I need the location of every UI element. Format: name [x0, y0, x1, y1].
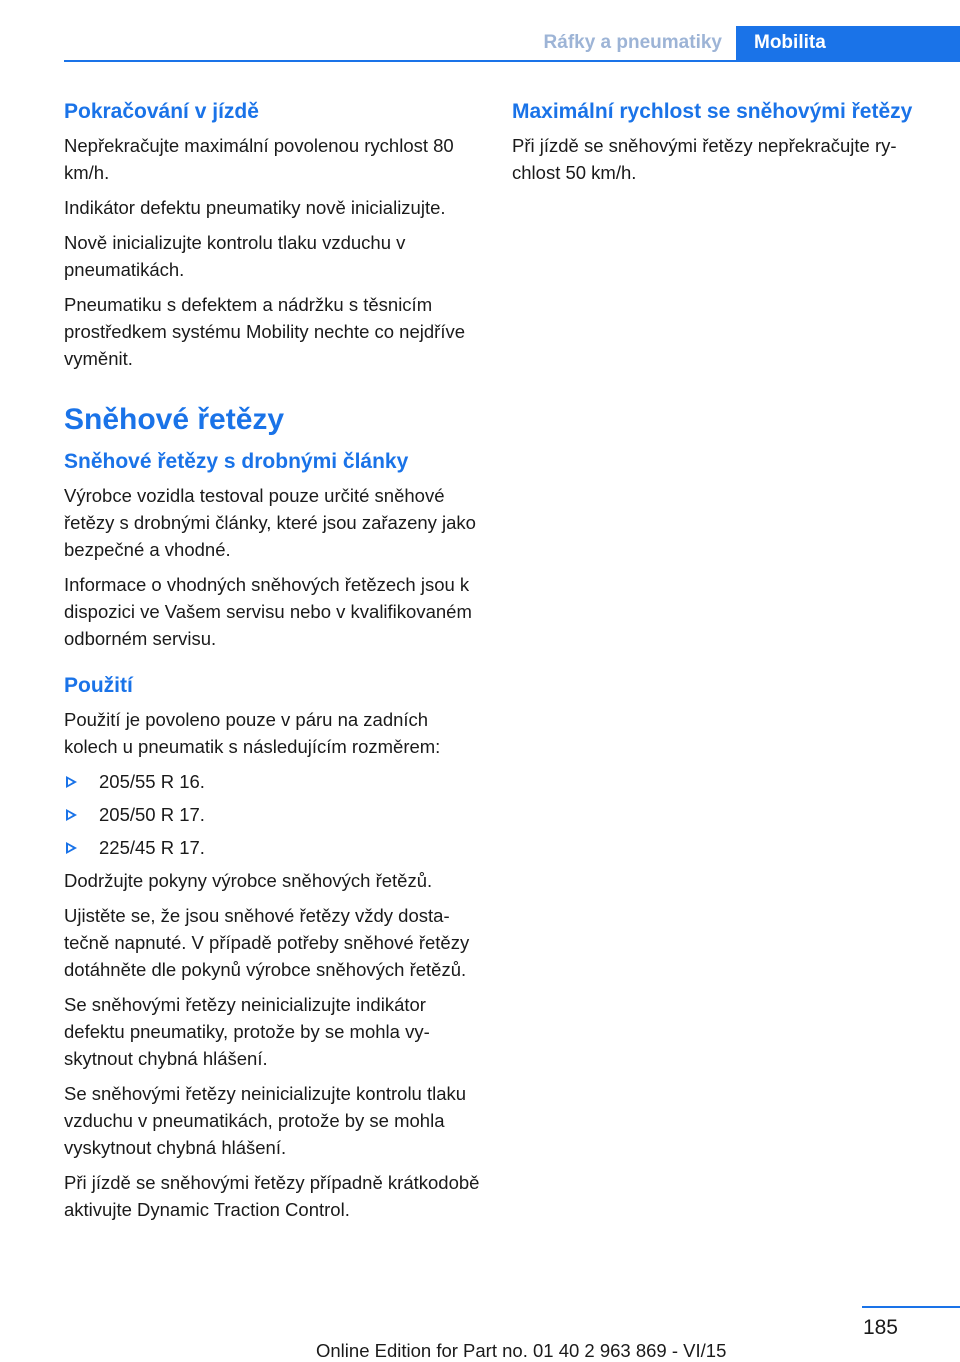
spacer — [64, 660, 482, 674]
left-column — [64, 100, 482, 1231]
usage-intro: Použití je povoleno pouze v páru na zadních kolech u pneumatik s následujícím rozměrem: — [64, 709, 441, 757]
list-item — [64, 768, 482, 795]
continue-paragraph: Nově inicializujte kontrolu tlaku vzduchu v pneumatikách. — [64, 232, 406, 280]
max-speed-heading: Maximální rychlost se sněhovými řetězy — [512, 100, 913, 123]
fine-link-paragraph: Výrobce vozidla testoval pouze určité sněhové řetězy s drobnými články, které jsou zařazeny jako bezpečné a vhodné. — [64, 485, 476, 560]
usage-paragraph: Ujistěte se, že jsou sněhové řetězy vždy dostatečně napnuté. V případě potřeby sněhové řetězy dotáhněte dle pokynů výrobce sněhových řetězů. — [64, 905, 470, 980]
spacer — [64, 380, 482, 402]
usage-paragraph: Dodržujte pokyny výrobce sněhových řetězů. — [64, 870, 433, 891]
tire-size: 205/50 R 17. — [99, 804, 205, 825]
triangle-bullet-icon — [66, 842, 77, 854]
triangle-bullet-icon — [66, 776, 77, 788]
tire-size-list — [64, 768, 482, 861]
usage-heading: Použití — [64, 674, 133, 697]
fine-link-paragraph: Informace o vhodných sněhových řetězech jsou k dispozici ve Vašem servisu nebo v kvalifikovaném odborném servisu. — [64, 574, 472, 649]
usage-paragraph: Se sněhovými řetězy neinicializujte kontrolu tlaku vzduchu v pneumatikách, protože by se mohla vyskytnout chybná hlášení. — [64, 1083, 467, 1158]
right-column — [512, 100, 932, 194]
usage-paragraph: Se sněhovými řetězy neinicializujte indikátor defektu pneumatiky, protože by se mohla vyskytnout chybná hlášení. — [64, 994, 430, 1069]
footer-rule — [862, 1306, 960, 1308]
continue-paragraph: Nepřekračujte maximální povolenou rychlost 80 km/h. — [64, 135, 454, 183]
continue-paragraph: Pneumatiku s defektem a nádržku s těsnicím prostředkem systému Mobility nechte co nejdříve vyměnit. — [64, 294, 466, 369]
header-section-tab: Ráfky a pneumatiky — [543, 32, 722, 53]
list-item — [64, 801, 482, 828]
header-rule — [64, 60, 960, 62]
continue-paragraph: Indikátor defektu pneumatiky nově inicializujte. — [64, 197, 446, 218]
list-item — [64, 834, 482, 861]
max-speed-paragraph: Při jízdě se sněhovými řetězy nepřekračujte rychlost 50 km/h. — [512, 135, 897, 183]
tire-size: 225/45 R 17. — [99, 837, 205, 858]
footer-edition: Online Edition for Part no. 01 40 2 963 869 - VI/15 — [316, 1340, 727, 1361]
page-number: 185 — [862, 1316, 898, 1339]
snow-chains-title: Sněhové řetězy — [64, 403, 285, 436]
triangle-bullet-icon — [66, 809, 77, 821]
header-chapter-tab: Mobilita — [736, 26, 960, 62]
fine-link-chains-heading: Sněhové řetězy s drobnými články — [64, 450, 409, 473]
continue-driving-heading: Pokračování v jízdě — [64, 100, 259, 123]
tire-size: 205/55 R 16. — [99, 771, 205, 792]
usage-paragraph: Při jízdě se sněhovými řetězy případně krátkodobě aktivujte Dynamic Traction Control. — [64, 1172, 480, 1220]
